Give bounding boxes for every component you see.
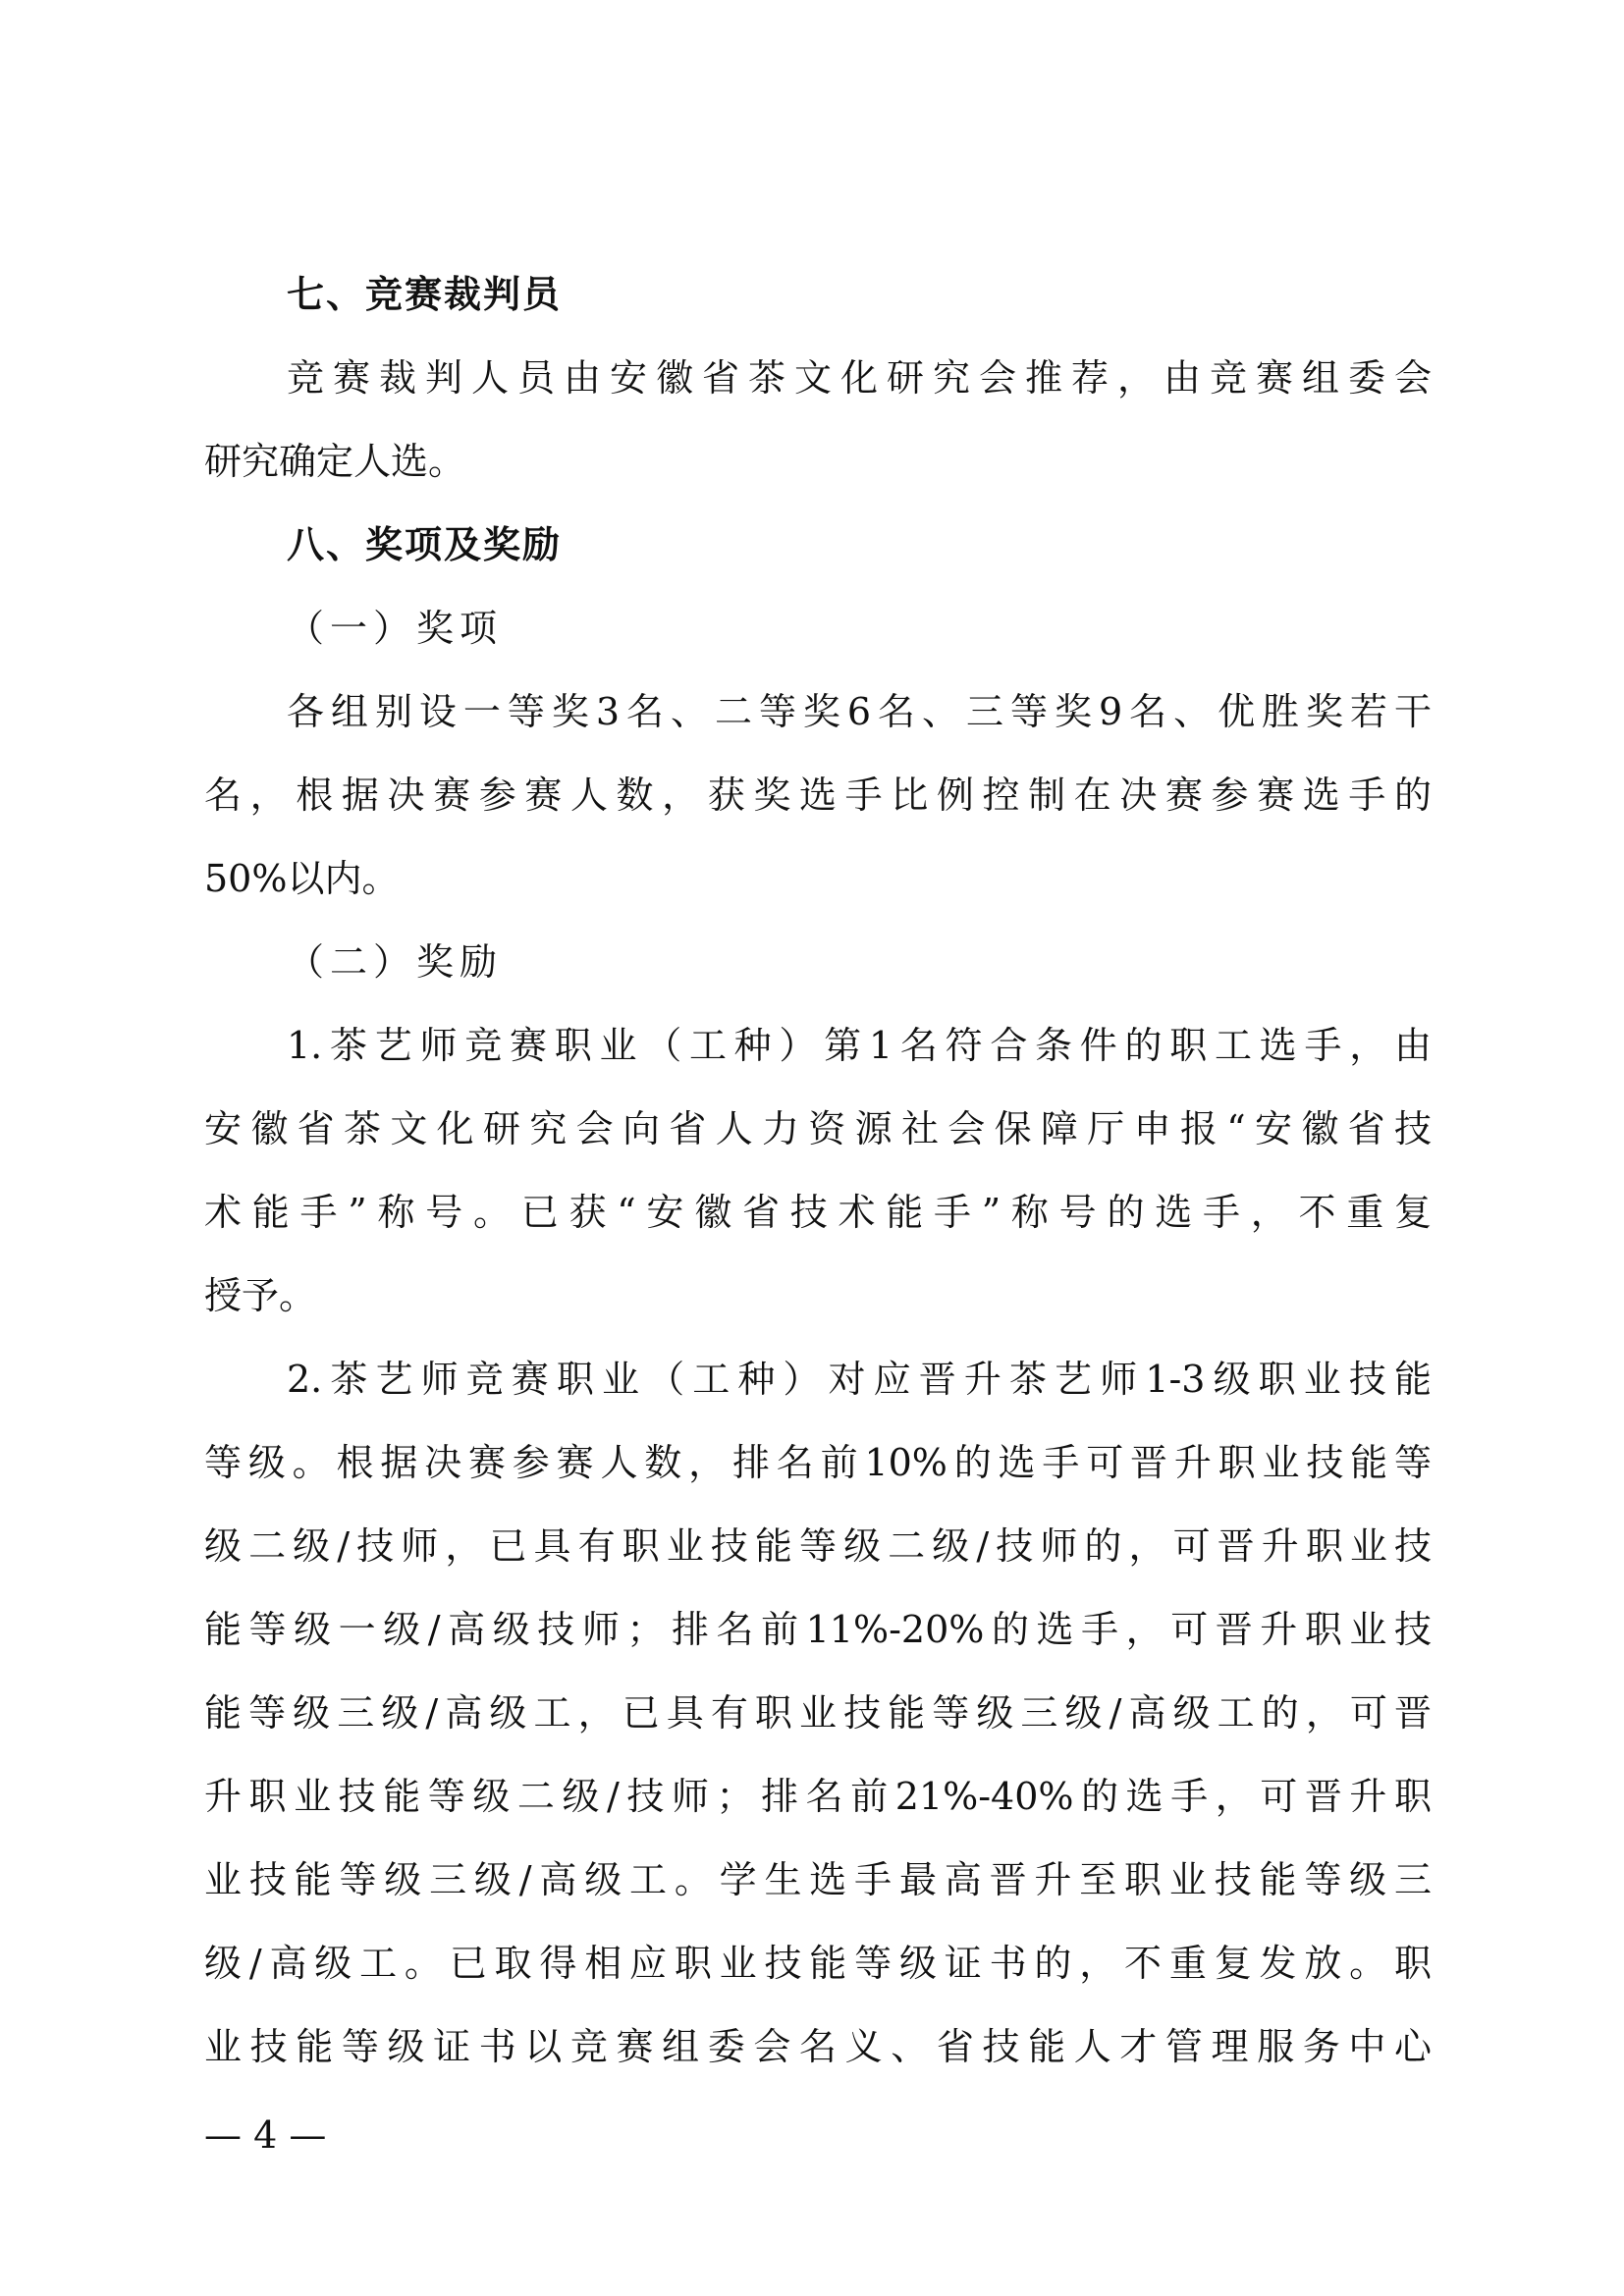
paragraph-line: 业技能等级三级/高级工。学生选手最高晋升至职业技能等级三 <box>204 1858 1432 1901</box>
paragraph-line: 级二级/技师，已具有职业技能等级二级/技师的，可晋升职业技 <box>204 1524 1432 1568</box>
paragraph-line: 等级。根据决赛参赛人数，排名前10%的选手可晋升职业技能等 <box>204 1441 1432 1484</box>
paragraph-line: 50%以内。 <box>204 857 400 900</box>
paragraph-line: 研究确定人选。 <box>204 440 466 483</box>
paragraph-line: 级/高级工。已取得相应职业技能等级证书的，不重复发放。职 <box>204 1942 1432 1985</box>
paragraph-line: 安徽省茶文化研究会向省人力资源社会保障厅申报“安徽省技 <box>204 1107 1432 1150</box>
paragraph-line: 名，根据决赛参赛人数，获奖选手比例控制在决赛参赛选手的 <box>204 774 1432 817</box>
paragraph-line: 能等级一级/高级技师；排名前11%-20%的选手，可晋升职业技 <box>204 1608 1432 1651</box>
paragraph-line: 竞赛裁判人员由安徽省茶文化研究会推荐，由竞赛组委会 <box>287 356 1432 400</box>
section-heading-7: 七、竞赛裁判员 <box>287 273 563 316</box>
page-number: — 4 — <box>204 2113 327 2157</box>
paragraph-line: 1.茶艺师竞赛职业（工种）第1名符合条件的职工选手，由 <box>287 1024 1432 1067</box>
subsection-title-awards: （一）奖项 <box>287 607 504 650</box>
paragraph-line: 授予。 <box>204 1274 317 1317</box>
paragraph-line: 能等级三级/高级工，已具有职业技能等级三级/高级工的，可晋 <box>204 1691 1432 1735</box>
paragraph-line: 2.茶艺师竞赛职业（工种）对应晋升茶艺师1-3级职业技能 <box>287 1358 1432 1401</box>
section-heading-8: 八、奖项及奖励 <box>287 523 563 566</box>
paragraph-line: 升职业技能等级二级/技师；排名前21%-40%的选手，可晋升职 <box>204 1775 1432 1818</box>
paragraph-line: 各组别设一等奖3名、二等奖6名、三等奖9名、优胜奖若干 <box>287 690 1432 733</box>
paragraph-line: 业技能等级证书以竞赛组委会名义、省技能人才管理服务中心 <box>204 2025 1432 2068</box>
subsection-title-rewards: （二）奖励 <box>287 940 504 984</box>
paragraph-line: 术能手”称号。已获“安徽省技术能手”称号的选手，不重复 <box>204 1191 1432 1234</box>
